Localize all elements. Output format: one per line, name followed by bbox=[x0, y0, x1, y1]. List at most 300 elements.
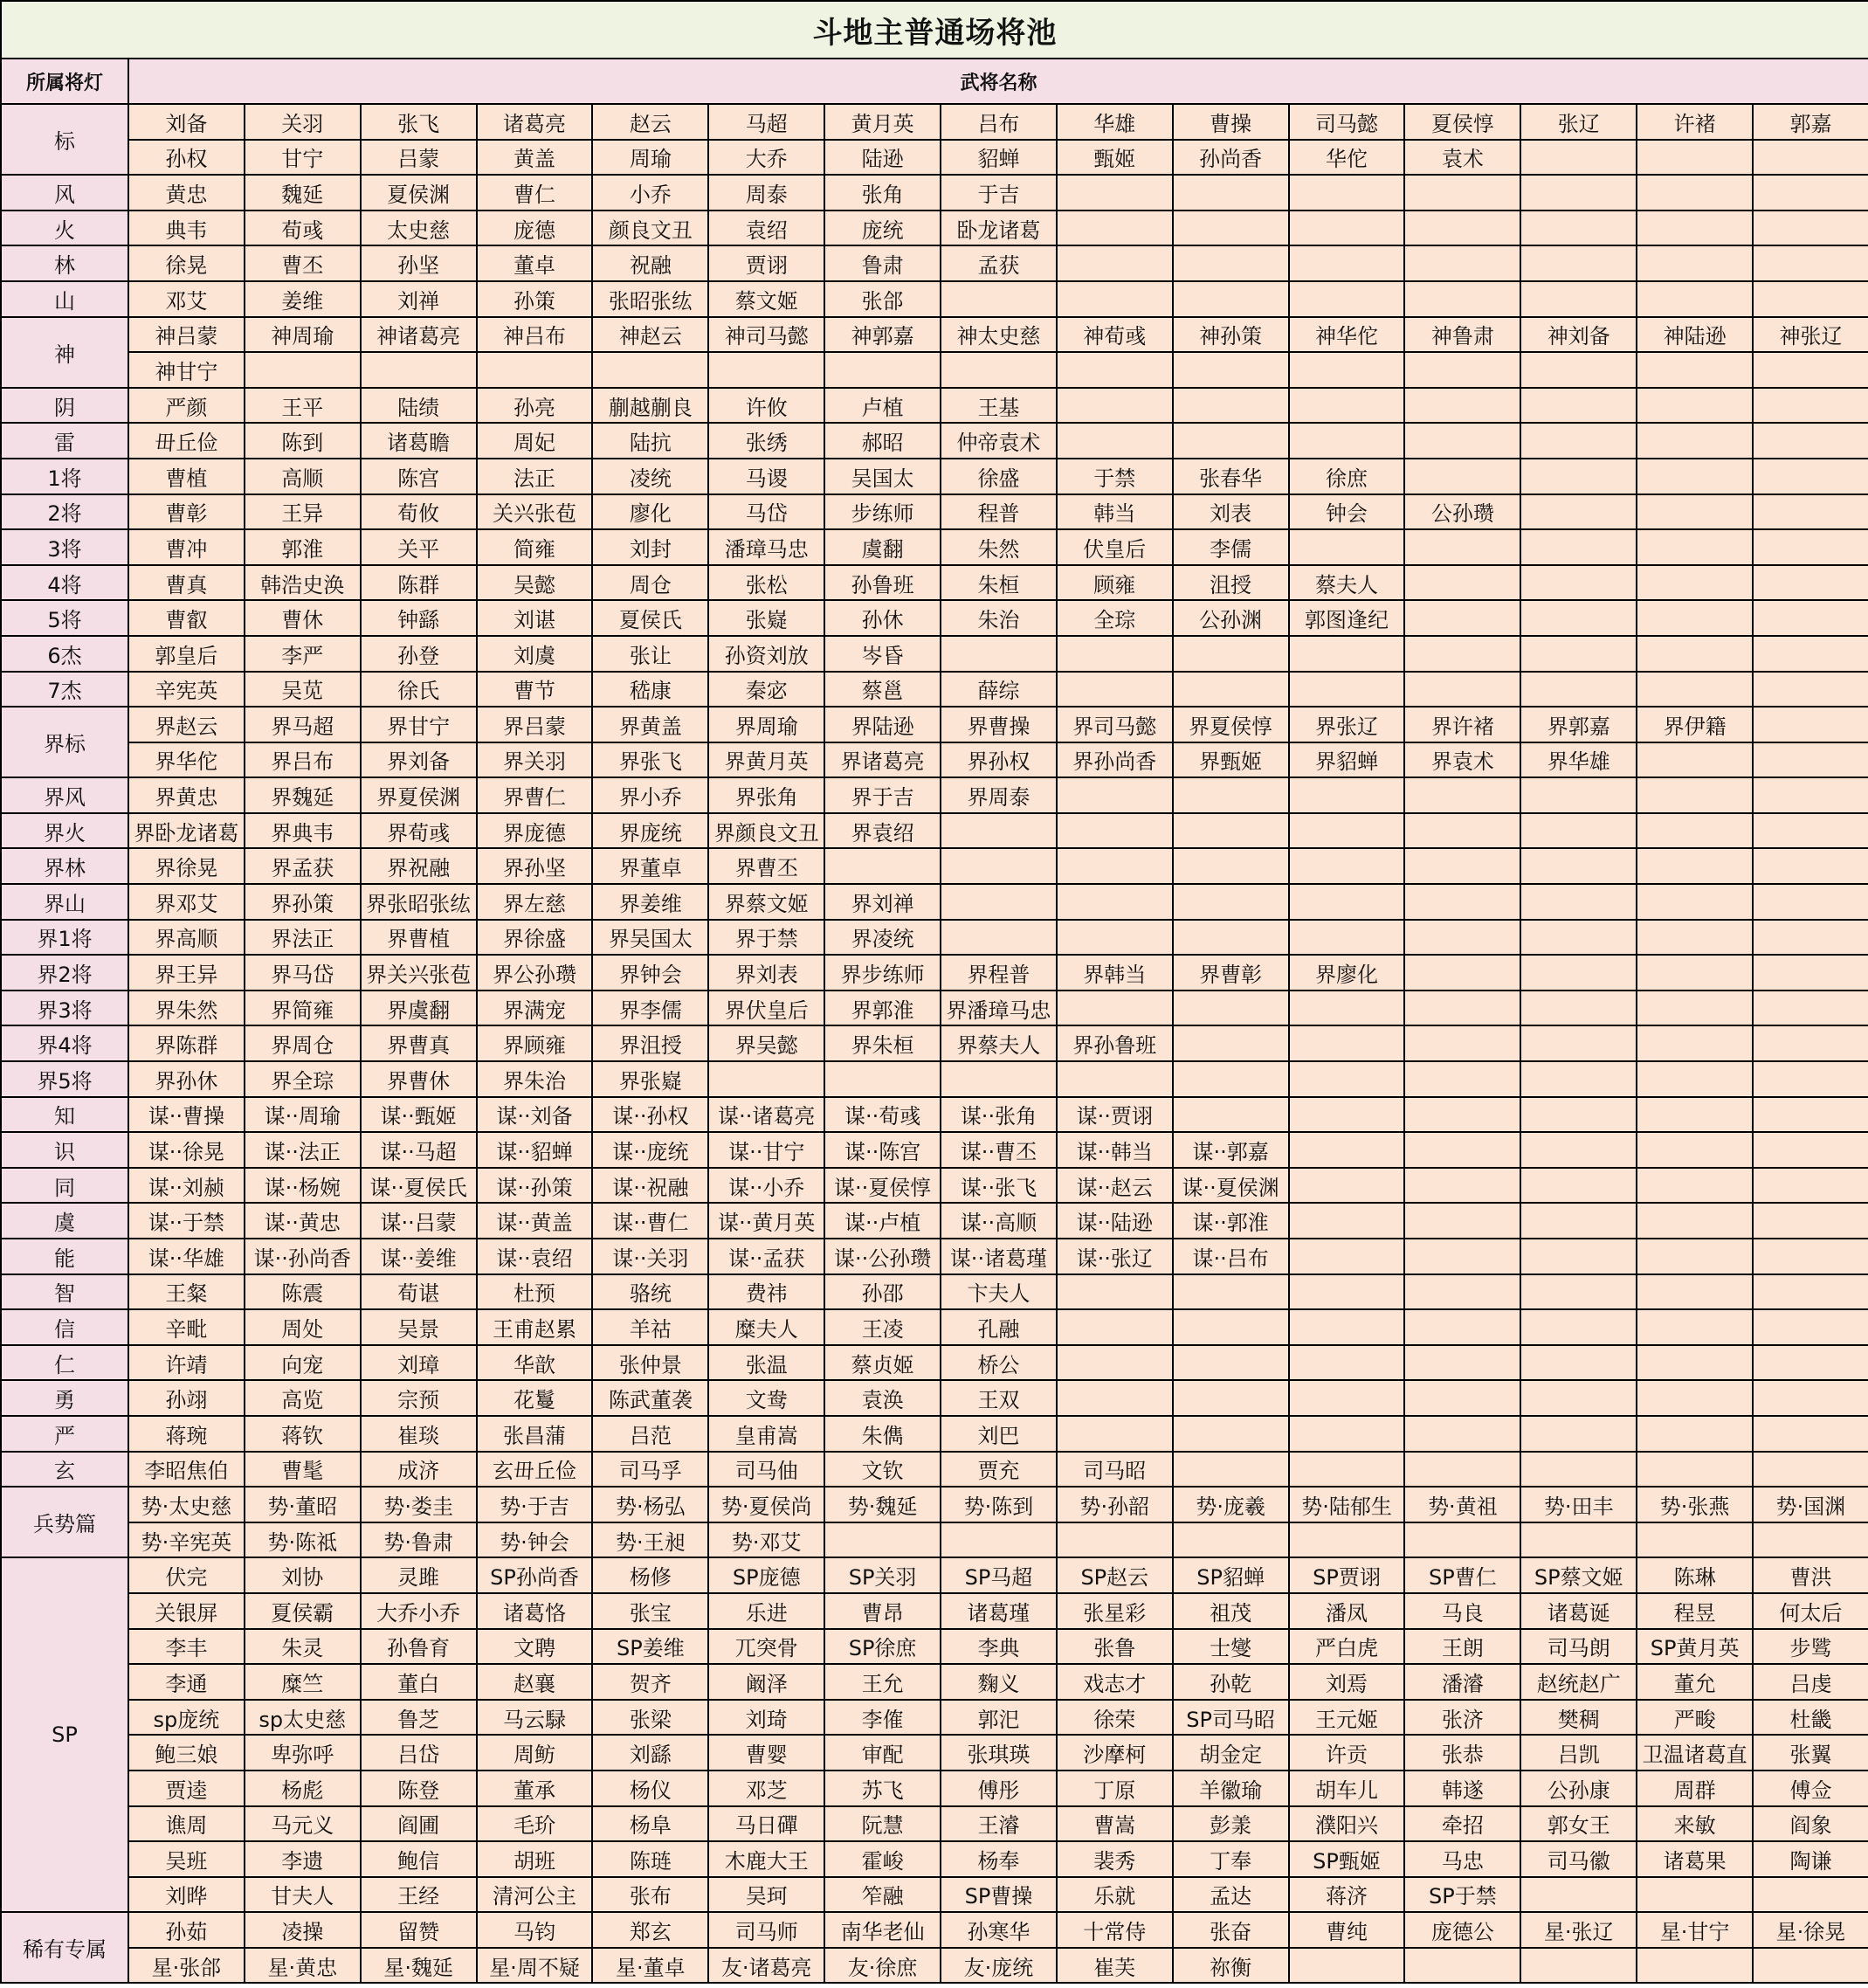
hero-cell: 曹叡 bbox=[128, 600, 245, 636]
hero-cell: 何太后 bbox=[1753, 1593, 1868, 1629]
hero-cell bbox=[1289, 672, 1405, 708]
table-row bbox=[1, 1452, 1868, 1488]
hero-cell bbox=[1637, 494, 1753, 530]
hero-cell: 界曹彰 bbox=[1173, 955, 1289, 991]
hero-cell: 貂蝉 bbox=[941, 140, 1057, 176]
hero-cell: 谋··孙权 bbox=[592, 1097, 708, 1133]
hero-cell: 王粲 bbox=[128, 1274, 245, 1310]
hero-cell: 谋··高顺 bbox=[941, 1203, 1057, 1239]
hero-cell bbox=[1520, 1380, 1637, 1416]
hero-cell: 步骘 bbox=[1753, 1629, 1868, 1665]
hero-cell: 崔琰 bbox=[361, 1416, 477, 1452]
lamp-group-label: 界5将 bbox=[1, 1061, 128, 1097]
hero-cell: 界虞翻 bbox=[361, 991, 477, 1026]
hero-cell: 濮阳兴 bbox=[1289, 1806, 1405, 1842]
hero-cell bbox=[941, 1061, 1057, 1097]
hero-cell: SP孙尚香 bbox=[477, 1557, 593, 1593]
hero-cell: 郭女王 bbox=[1520, 1806, 1637, 1842]
hero-cell bbox=[1404, 423, 1520, 459]
hero-cell: 势·庞羲 bbox=[1173, 1487, 1289, 1522]
hero-cell bbox=[1057, 1522, 1173, 1558]
hero-cell: 刘巴 bbox=[941, 1416, 1057, 1452]
hero-cell: 司马徽 bbox=[1520, 1841, 1637, 1877]
table-row bbox=[1, 1841, 1868, 1877]
hero-cell: 界朱桓 bbox=[824, 1025, 941, 1061]
hero-cell bbox=[1753, 707, 1868, 742]
hero-cell: 阎象 bbox=[1753, 1806, 1868, 1842]
hero-cell: 刘虞 bbox=[477, 636, 593, 672]
hero-cell bbox=[824, 848, 941, 884]
hero-cell: 谋··卢植 bbox=[824, 1203, 941, 1239]
hero-cell: SP姜维 bbox=[592, 1629, 708, 1665]
hero-cell: 界赵云 bbox=[128, 707, 245, 742]
hero-cell: 王濬 bbox=[941, 1806, 1057, 1842]
hero-cell bbox=[941, 352, 1057, 388]
hero-cell bbox=[1289, 423, 1405, 459]
hero-cell bbox=[1753, 742, 1868, 778]
hero-cell: 刘繇 bbox=[592, 1735, 708, 1771]
hero-cell bbox=[1753, 920, 1868, 956]
hero-cell bbox=[1520, 1132, 1637, 1168]
hero-cell bbox=[1637, 1025, 1753, 1061]
hero-cell: 董承 bbox=[477, 1771, 593, 1806]
hero-cell: 公孙瓒 bbox=[1404, 494, 1520, 530]
hero-cell: 界孙权 bbox=[941, 742, 1057, 778]
hero-cell: 界马超 bbox=[245, 707, 361, 742]
hero-cell: 界韩当 bbox=[1057, 955, 1173, 991]
hero-cell: 势·陈到 bbox=[941, 1487, 1057, 1522]
hero-cell bbox=[1404, 636, 1520, 672]
hero-cell: 势·魏延 bbox=[824, 1487, 941, 1522]
hero-cell bbox=[1404, 1239, 1520, 1274]
hero-cell bbox=[1404, 848, 1520, 884]
table-row bbox=[1, 140, 1868, 176]
table-row bbox=[1, 707, 1868, 742]
hero-cell: 华歆 bbox=[477, 1345, 593, 1381]
hero-cell bbox=[708, 352, 824, 388]
hero-cell: 谋··吕蒙 bbox=[361, 1203, 477, 1239]
lamp-group-label: 虞 bbox=[1, 1203, 128, 1239]
hero-cell: sp庞统 bbox=[128, 1700, 245, 1736]
hero-cell: 谋··郭淮 bbox=[1173, 1203, 1289, 1239]
hero-cell: SP庞德 bbox=[708, 1557, 824, 1593]
table-row bbox=[1, 1664, 1868, 1700]
hero-cell: 界颜良文丑 bbox=[708, 813, 824, 849]
lamp-group-label: 林 bbox=[1, 245, 128, 281]
hero-cell: 司马朗 bbox=[1520, 1629, 1637, 1665]
hero-cell: 鲁芝 bbox=[361, 1700, 477, 1736]
lamp-group-label: 界3将 bbox=[1, 991, 128, 1026]
hero-cell: 伏完 bbox=[128, 1557, 245, 1593]
hero-cell: 马超 bbox=[708, 104, 824, 140]
hero-cell bbox=[1404, 245, 1520, 281]
hero-cell: 司马伷 bbox=[708, 1452, 824, 1488]
hero-cell bbox=[1057, 672, 1173, 708]
hero-cell: 诸葛果 bbox=[1637, 1841, 1753, 1877]
hero-cell: 兀突骨 bbox=[708, 1629, 824, 1665]
hero-cell bbox=[1173, 211, 1289, 246]
hero-cell: 势·王昶 bbox=[592, 1522, 708, 1558]
hero-cell: 谋··貂蝉 bbox=[477, 1132, 593, 1168]
hero-cell bbox=[1289, 1132, 1405, 1168]
hero-cell: 向宠 bbox=[245, 1345, 361, 1381]
hero-cell: 界孙策 bbox=[245, 884, 361, 920]
hero-cell bbox=[1753, 494, 1868, 530]
table-row bbox=[1, 1629, 1868, 1665]
hero-cell: 界黄月英 bbox=[708, 742, 824, 778]
hero-cell: 界曹丕 bbox=[708, 848, 824, 884]
hero-cell: 界曹真 bbox=[361, 1025, 477, 1061]
hero-cell bbox=[1520, 1877, 1637, 1913]
table-row bbox=[1, 1700, 1868, 1736]
hero-cell bbox=[1520, 175, 1637, 211]
hero-cell bbox=[1520, 955, 1637, 991]
hero-cell: 谋··华雄 bbox=[128, 1239, 245, 1274]
hero-cell: 麴义 bbox=[941, 1664, 1057, 1700]
hero-cell: 周妃 bbox=[477, 423, 593, 459]
hero-cell: 谋··于禁 bbox=[128, 1203, 245, 1239]
hero-cell: 玄毌丘俭 bbox=[477, 1452, 593, 1488]
hero-cell: 高览 bbox=[245, 1380, 361, 1416]
hero-cell: 界黄盖 bbox=[592, 707, 708, 742]
hero-cell bbox=[1753, 459, 1868, 494]
hero-cell bbox=[1404, 920, 1520, 956]
hero-cell: 张奋 bbox=[1173, 1912, 1289, 1948]
hero-cell: 吴苋 bbox=[245, 672, 361, 708]
hero-cell bbox=[1520, 920, 1637, 956]
hero-cell: 孙亮 bbox=[477, 388, 593, 424]
hero-cell bbox=[1057, 352, 1173, 388]
hero-cell: 华雄 bbox=[1057, 104, 1173, 140]
hero-cell bbox=[1753, 245, 1868, 281]
hero-cell: 界典韦 bbox=[245, 813, 361, 849]
hero-cell bbox=[1753, 1132, 1868, 1168]
hero-cell bbox=[1173, 777, 1289, 813]
hero-cell bbox=[1753, 636, 1868, 672]
hero-cell: 谋··杨婉 bbox=[245, 1168, 361, 1204]
hero-cell: 甄姬 bbox=[1057, 140, 1173, 176]
table-row bbox=[1, 1274, 1868, 1310]
hero-cell: 凌统 bbox=[592, 459, 708, 494]
hero-cell: 虞翻 bbox=[824, 529, 941, 565]
hero-cell: 谋··徐晃 bbox=[128, 1132, 245, 1168]
hero-cell: 陈登 bbox=[361, 1771, 477, 1806]
hero-cell: 贺齐 bbox=[592, 1664, 708, 1700]
hero-cell: 王允 bbox=[824, 1664, 941, 1700]
lamp-group-label: 严 bbox=[1, 1416, 128, 1452]
hero-cell: 张松 bbox=[708, 565, 824, 601]
hero-cell: 薛综 bbox=[941, 672, 1057, 708]
hero-cell bbox=[1173, 388, 1289, 424]
hero-cell: 势·张燕 bbox=[1637, 1487, 1753, 1522]
hero-cell bbox=[1753, 600, 1868, 636]
table-row bbox=[1, 1593, 1868, 1629]
hero-cell: 王凌 bbox=[824, 1309, 941, 1345]
hero-cell: 星·徐晃 bbox=[1753, 1912, 1868, 1948]
hero-cell bbox=[1520, 884, 1637, 920]
hero-cell: 仲帝袁术 bbox=[941, 423, 1057, 459]
hero-cell bbox=[1520, 1274, 1637, 1310]
hero-cell: 蔡夫人 bbox=[1289, 565, 1405, 601]
hero-cell: 刘晔 bbox=[128, 1877, 245, 1913]
hero-cell: 赵云 bbox=[592, 104, 708, 140]
hero-cell: 谋··孙尚香 bbox=[245, 1239, 361, 1274]
hero-cell bbox=[1057, 423, 1173, 459]
hero-cell: 宗预 bbox=[361, 1380, 477, 1416]
hero-cell bbox=[1753, 175, 1868, 211]
hero-cell: 韩遂 bbox=[1404, 1771, 1520, 1806]
hero-cell: 朱桓 bbox=[941, 565, 1057, 601]
hero-cell: 孙邵 bbox=[824, 1274, 941, 1310]
hero-cell: 十常侍 bbox=[1057, 1912, 1173, 1948]
lamp-group-label: 山 bbox=[1, 281, 128, 317]
table-row bbox=[1, 672, 1868, 708]
table-row bbox=[1, 281, 1868, 317]
hero-cell bbox=[1404, 1203, 1520, 1239]
hero-cell: 界顾雍 bbox=[477, 1025, 593, 1061]
hero-cell bbox=[1173, 281, 1289, 317]
hero-cell: 张角 bbox=[824, 175, 941, 211]
hero-cell: 谋··赵云 bbox=[1057, 1168, 1173, 1204]
hero-cell: 势·辛宪英 bbox=[128, 1522, 245, 1558]
hero-cell: 夏侯惇 bbox=[1404, 104, 1520, 140]
hero-cell: 魏延 bbox=[245, 175, 361, 211]
hero-cell: 陈到 bbox=[245, 423, 361, 459]
hero-cell: 刘表 bbox=[1173, 494, 1289, 530]
hero-cell: 谋··刘备 bbox=[477, 1097, 593, 1133]
hero-cell bbox=[1289, 281, 1405, 317]
hero-cell: 刘封 bbox=[592, 529, 708, 565]
hero-cell: 吕蒙 bbox=[361, 140, 477, 176]
hero-cell bbox=[1404, 600, 1520, 636]
hero-cell: 陈震 bbox=[245, 1274, 361, 1310]
hero-cell: 神甘宁 bbox=[128, 352, 245, 388]
hero-cell: 吕虔 bbox=[1753, 1664, 1868, 1700]
hero-cell: 张翼 bbox=[1753, 1735, 1868, 1771]
hero-cell bbox=[1404, 1309, 1520, 1345]
hero-cell: 界法正 bbox=[245, 920, 361, 956]
hero-cell bbox=[1637, 529, 1753, 565]
hero-cell bbox=[1637, 1097, 1753, 1133]
hero-cell: 严畯 bbox=[1637, 1700, 1753, 1736]
hero-cell: 谋··黄忠 bbox=[245, 1203, 361, 1239]
hero-cell: 神华佗 bbox=[1289, 317, 1405, 353]
hero-cell: 裴秀 bbox=[1057, 1841, 1173, 1877]
hero-cell: 胡金定 bbox=[1173, 1735, 1289, 1771]
table-row bbox=[1, 636, 1868, 672]
hero-cell: 杨修 bbox=[592, 1557, 708, 1593]
hero-cell: 界潘璋马忠 bbox=[941, 991, 1057, 1026]
hero-cell: 阎圃 bbox=[361, 1806, 477, 1842]
hero-cell: 星·张郃 bbox=[128, 1948, 245, 1984]
hero-cell bbox=[1753, 1203, 1868, 1239]
hero-cell bbox=[941, 848, 1057, 884]
hero-cell bbox=[361, 352, 477, 388]
hero-cell: 董白 bbox=[361, 1664, 477, 1700]
hero-cell bbox=[1057, 388, 1173, 424]
hero-cell: 贾逵 bbox=[128, 1771, 245, 1806]
table-row bbox=[1, 955, 1868, 991]
hero-cell: 界袁术 bbox=[1404, 742, 1520, 778]
hero-cell: 界卧龙诸葛 bbox=[128, 813, 245, 849]
hero-cell: SP司马昭 bbox=[1173, 1700, 1289, 1736]
hero-cell: 典韦 bbox=[128, 211, 245, 246]
hero-cell bbox=[1289, 920, 1405, 956]
hero-cell bbox=[1637, 672, 1753, 708]
hero-cell: 曹仁 bbox=[477, 175, 593, 211]
hero-cell: 神周瑜 bbox=[245, 317, 361, 353]
hero-cell bbox=[1289, 884, 1405, 920]
hero-cell bbox=[1404, 1132, 1520, 1168]
hero-cell: SP马超 bbox=[941, 1557, 1057, 1593]
hero-cell: 成济 bbox=[361, 1452, 477, 1488]
hero-cell: 赵统赵广 bbox=[1520, 1664, 1637, 1700]
hero-cell: 牵招 bbox=[1404, 1806, 1520, 1842]
hero-cell bbox=[1404, 565, 1520, 601]
table-row bbox=[1, 1557, 1868, 1593]
table-row bbox=[1, 600, 1868, 636]
hero-cell bbox=[1520, 600, 1637, 636]
hero-cell bbox=[1520, 848, 1637, 884]
hero-cell bbox=[1637, 211, 1753, 246]
hero-cell: 神荀彧 bbox=[1057, 317, 1173, 353]
table-row bbox=[1, 211, 1868, 246]
hero-cell: 陆绩 bbox=[361, 388, 477, 424]
hero-cell bbox=[1637, 1239, 1753, 1274]
hero-cell: 蒋济 bbox=[1289, 1877, 1405, 1913]
table-row bbox=[1, 1061, 1868, 1097]
hero-cell: 王经 bbox=[361, 1877, 477, 1913]
hero-cell: 司马昭 bbox=[1057, 1452, 1173, 1488]
hero-cell bbox=[1753, 955, 1868, 991]
hero-cell bbox=[1753, 1380, 1868, 1416]
hero-cell: 沮授 bbox=[1173, 565, 1289, 601]
hero-cell: 吕岱 bbox=[361, 1735, 477, 1771]
hero-cell: 吴景 bbox=[361, 1309, 477, 1345]
hero-cell bbox=[1057, 848, 1173, 884]
hero-cell: 谋··黄盖 bbox=[477, 1203, 593, 1239]
hero-cell: 界华佗 bbox=[128, 742, 245, 778]
title-row bbox=[1, 1, 1868, 59]
hero-cell: SP于禁 bbox=[1404, 1877, 1520, 1913]
table-row bbox=[1, 245, 1868, 281]
hero-cell: 陆逊 bbox=[824, 140, 941, 176]
hero-cell: SP关羽 bbox=[824, 1557, 941, 1593]
hero-cell: 于吉 bbox=[941, 175, 1057, 211]
hero-cell: 周鲂 bbox=[477, 1735, 593, 1771]
hero-cell bbox=[1753, 1452, 1868, 1488]
sheet-title: 斗地主普通场将池 bbox=[1, 1, 1868, 59]
hero-cell bbox=[1404, 1452, 1520, 1488]
hero-cell: 刘禅 bbox=[361, 281, 477, 317]
hero-cell: 钟会 bbox=[1289, 494, 1405, 530]
hero-cell: 贾充 bbox=[941, 1452, 1057, 1488]
hero-cell: 甘夫人 bbox=[245, 1877, 361, 1913]
table-row bbox=[1, 104, 1868, 140]
hero-cell: 势·邓艾 bbox=[708, 1522, 824, 1558]
lamp-group-label: 2将 bbox=[1, 494, 128, 530]
hero-cell bbox=[1637, 1061, 1753, 1097]
hero-cell: 夏侯霸 bbox=[245, 1593, 361, 1629]
table-row bbox=[1, 317, 1868, 353]
lamp-group-label: 稀有专属 bbox=[1, 1912, 128, 1983]
hero-cell: 刘协 bbox=[245, 1557, 361, 1593]
hero-cell: 蔡贞姬 bbox=[824, 1345, 941, 1381]
hero-cell: 曹婴 bbox=[708, 1735, 824, 1771]
hero-cell bbox=[1057, 813, 1173, 849]
hero-cell: 郭汜 bbox=[941, 1700, 1057, 1736]
hero-cell: 曹丕 bbox=[245, 245, 361, 281]
hero-cell: 界李儒 bbox=[592, 991, 708, 1026]
hero-cell: 文钦 bbox=[824, 1452, 941, 1488]
hero-cell: 李傕 bbox=[824, 1700, 941, 1736]
hero-cell: 程昱 bbox=[1637, 1593, 1753, 1629]
hero-cell bbox=[1520, 494, 1637, 530]
hero-cell: 全琮 bbox=[1057, 600, 1173, 636]
hero-cell: 皇甫嵩 bbox=[708, 1416, 824, 1452]
hero-cell: SP蔡文姬 bbox=[1520, 1557, 1637, 1593]
hero-cell: 韩浩史涣 bbox=[245, 565, 361, 601]
hero-cell: 王朗 bbox=[1404, 1629, 1520, 1665]
hero-cell: 曹洪 bbox=[1753, 1557, 1868, 1593]
hero-cell: 界朱治 bbox=[477, 1061, 593, 1097]
table-row bbox=[1, 1948, 1868, 1984]
hero-cell: 李典 bbox=[941, 1629, 1057, 1665]
hero-cell: 曹操 bbox=[1173, 104, 1289, 140]
table-row bbox=[1, 1239, 1868, 1274]
hero-cell bbox=[477, 352, 593, 388]
hero-cell: 李儒 bbox=[1173, 529, 1289, 565]
hero-cell bbox=[1637, 1309, 1753, 1345]
hero-cell bbox=[1057, 281, 1173, 317]
hero-cell bbox=[1173, 1274, 1289, 1310]
hero-cell: 王甫赵累 bbox=[477, 1309, 593, 1345]
hero-cell bbox=[1753, 388, 1868, 424]
hero-cell: 徐盛 bbox=[941, 459, 1057, 494]
hero-cell: 吴国太 bbox=[824, 459, 941, 494]
table-row bbox=[1, 1025, 1868, 1061]
hero-cell: 步练师 bbox=[824, 494, 941, 530]
hero-cell bbox=[1753, 991, 1868, 1026]
header-row bbox=[1, 59, 1868, 104]
hero-cell: 界周仓 bbox=[245, 1025, 361, 1061]
hero-cell: 夏侯氏 bbox=[592, 600, 708, 636]
hero-cell bbox=[941, 281, 1057, 317]
hero-cell bbox=[1637, 636, 1753, 672]
hero-cell: 费祎 bbox=[708, 1274, 824, 1310]
hero-cell bbox=[1289, 1416, 1405, 1452]
hero-cell: 界庞德 bbox=[477, 813, 593, 849]
hero-cell bbox=[1289, 1239, 1405, 1274]
hero-cell: 神太史慈 bbox=[941, 317, 1057, 353]
hero-cell: 袁涣 bbox=[824, 1380, 941, 1416]
hero-cell: 陆抗 bbox=[592, 423, 708, 459]
hero-cell bbox=[1404, 991, 1520, 1026]
hero-cell bbox=[941, 636, 1057, 672]
hero-cell: 势·孙韶 bbox=[1057, 1487, 1173, 1522]
hero-cell bbox=[1404, 1522, 1520, 1558]
hero-cell: 诸葛恪 bbox=[477, 1593, 593, 1629]
table-row bbox=[1, 1735, 1868, 1771]
hero-cell: 界徐盛 bbox=[477, 920, 593, 956]
table-row bbox=[1, 459, 1868, 494]
hero-cell bbox=[1753, 1097, 1868, 1133]
lamp-group-label: 勇 bbox=[1, 1380, 128, 1416]
hero-cell: 高顺 bbox=[245, 459, 361, 494]
lamp-group-label: 6杰 bbox=[1, 636, 128, 672]
hero-cell bbox=[1753, 813, 1868, 849]
hero-cell: 陈武董袭 bbox=[592, 1380, 708, 1416]
